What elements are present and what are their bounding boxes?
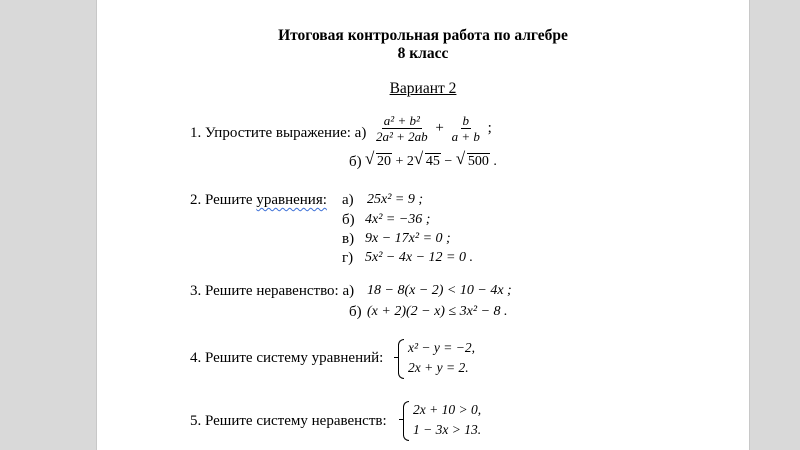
document-page [97, 0, 749, 450]
sqrt-45: √ 45 [414, 153, 441, 171]
task2-label-prefix: 2. Решите [190, 192, 253, 208]
task1b-op2: − [444, 154, 453, 169]
task1a-fraction-1 [374, 113, 430, 144]
task3a-expression: 18 − 8(x − 2) < 10 − 4x ; [367, 283, 512, 298]
task1a-fraction-2 [450, 113, 482, 144]
left-brace-icon [403, 401, 409, 441]
task4-system [398, 338, 475, 378]
task4-eq1: x² − y = −2, [408, 340, 475, 355]
task2d-marker: г) [342, 250, 354, 266]
task1b-op1: + 2 [395, 154, 414, 169]
task2c-marker: в) [342, 231, 355, 247]
task3-label: 3. Решите неравенство: а) [190, 283, 355, 299]
task4-label: 4. Решите систему уравнений: [190, 350, 384, 366]
task3b-marker: б) [349, 304, 362, 320]
task5-label: 5. Решите систему неравенств: [190, 413, 387, 429]
variant-heading: Вариант 2 [389, 80, 457, 97]
task1a-frac1-num: a² + b² [383, 113, 420, 128]
task2-label-word: уравнения: [256, 192, 327, 208]
task4-eq2: 2x + y = 2. [408, 360, 469, 375]
task1a-expression [372, 113, 492, 144]
sqrt-20: √ 20 [365, 153, 392, 171]
task1a-frac1-den: 2a² + 2ab [376, 129, 428, 144]
sqrt-500: √ 500 [456, 153, 490, 171]
task2a-expression: 25x² = 9 ; [367, 192, 424, 207]
title-line-2: 8 класс [397, 45, 449, 62]
task1b-marker: б) [349, 154, 362, 170]
task2b-expression: 4x² = −36 ; [365, 212, 431, 227]
task5-eq1: 2x + 10 > 0, [413, 402, 482, 417]
task1a-plus: + [435, 119, 444, 136]
task2d-expression: 5x² − 4x − 12 = 0 . [365, 250, 473, 265]
task1a-frac2-den: a + b [451, 129, 480, 144]
task2-label [190, 191, 327, 209]
left-brace-icon [398, 339, 404, 379]
task1-label: 1. Упростите выражение: а) [190, 125, 367, 141]
task2c-expression: 9x − 17x² = 0 ; [365, 231, 451, 246]
task5-system [403, 400, 481, 440]
task1a-end: ; [487, 119, 492, 136]
task5-eq2: 1 − 3x > 13. [413, 422, 482, 437]
task1a-frac2-num: b [462, 113, 470, 128]
title-line-1: Итоговая контрольная работа по алгебре [278, 27, 568, 44]
task3b-expression: (x + 2)(2 − x) ≤ 3x² − 8 . [367, 304, 508, 319]
task2b-marker: б) [342, 212, 355, 228]
task1b-expression [365, 153, 497, 171]
task1b-end: . [493, 154, 497, 169]
task2a-marker: а) [342, 192, 354, 208]
